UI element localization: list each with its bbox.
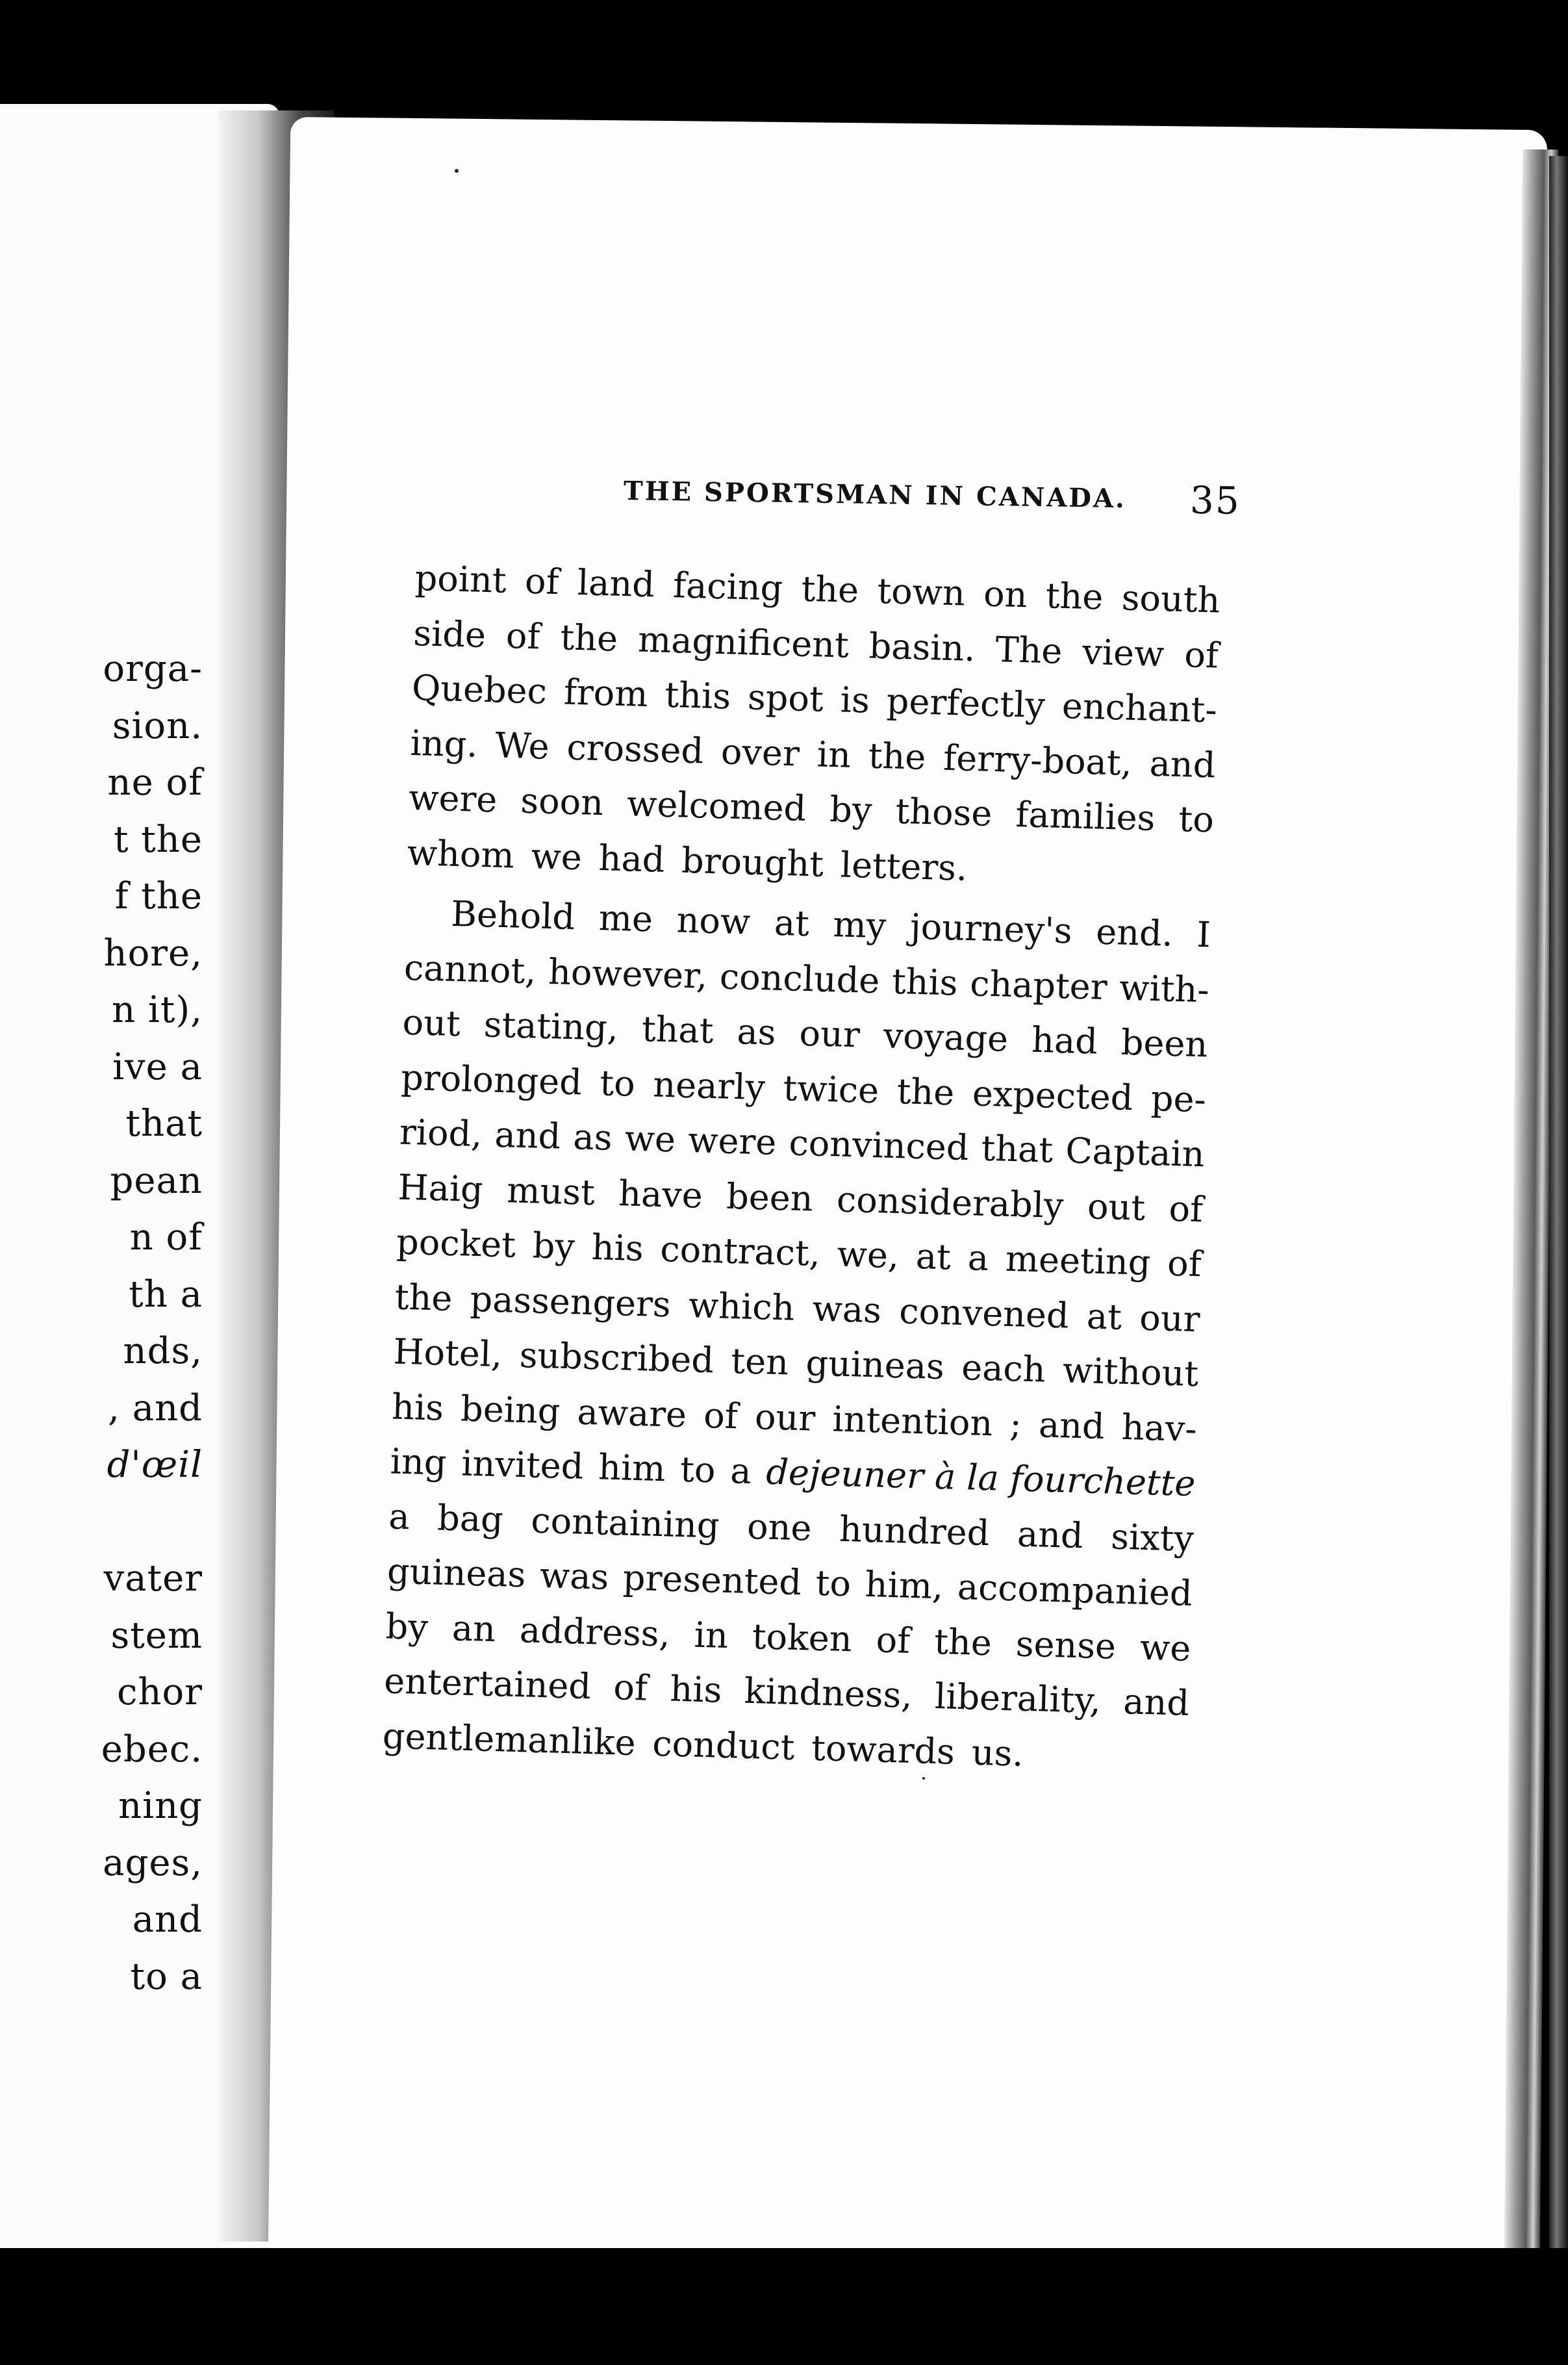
text-line: gentlemanlike conduct towards us. [382,1715,1024,1774]
text-line: Haig must have been considerably out of [397,1166,1204,1230]
text-line: cannot, however, conclude this chapter with- [403,947,1210,1010]
italic-phrase: dejeuner à la fourchette [765,1451,1196,1505]
paragraph [407,551,1221,902]
text-line: Quebec from this spot is perfectly enchant- [411,667,1218,731]
left-page-line: t the [113,818,203,861]
text-line: pocket by his contract, we, at a meeting of [396,1221,1202,1285]
text-line: point of land facing the town on the south [414,557,1221,621]
text-line: riod, and as we were convinced that Captain [399,1111,1206,1175]
left-page-line: and [132,1898,203,1941]
text-line: whom we had brought letters. [407,832,968,889]
text-line: ing invited him to a dejeuner à la fourchette [390,1434,1196,1511]
left-page-line: ive a [112,1045,203,1088]
page-number: 35 [1189,478,1241,523]
text-line: by an address, in token of the sense we [385,1605,1192,1669]
left-page-line: , and [108,1387,203,1429]
left-page-line: hore, [103,932,203,975]
text-line: prolonged to nearly twice the expected pe- [400,1056,1207,1120]
scan-bottom-border [0,2248,1568,2365]
running-head: THE SPORTSMAN IN CANADA. [623,476,1127,515]
left-page-line: ning [118,1785,203,1827]
left-page-text-fragments [101,641,203,2005]
left-page-line: n of [129,1216,203,1259]
text-line: Hotel, subscribed ten guineas each without [392,1331,1199,1395]
text-line: side of the magnificent basin. The view of [412,612,1219,676]
text-line: guineas was presented to him, accompanied [386,1550,1193,1614]
left-page-line [101,1494,203,1551]
left-page-line: th a [129,1273,203,1316]
left-page-line: pean [110,1159,203,1202]
left-page-line: ne of [107,761,203,804]
left-page-line: vater [103,1557,203,1600]
paragraph [382,886,1211,1786]
left-page-line: ages, [103,1841,203,1884]
left-page-line: to a [130,1955,203,1998]
left-page-line: ebec. [101,1728,203,1771]
text-line: Behold me now at my journey's end. I [450,893,1211,956]
left-page-line: orga- [103,648,203,690]
left-page-line: f the [114,875,203,917]
paper-speck [455,169,459,173]
left-page-line: that [125,1103,203,1145]
text-line: ing. We crossed over in the ferry-boat, and [409,722,1217,786]
page-header [623,469,1241,524]
text-line: were soon welcomed by those families to [408,776,1215,841]
text-line: a bag containing one hundred and sixty [388,1495,1195,1559]
book-block-edge [1549,156,1568,2248]
left-page-line: n it), [112,989,203,1031]
text-line: out stating, that as our voyage had been [401,1001,1209,1066]
left-page-line: stem [110,1614,203,1657]
body-text [382,551,1221,1786]
text-line: the passengers which was convened at our [394,1276,1201,1340]
left-page-line: nds, [123,1330,203,1372]
left-page-line: chor [117,1671,203,1713]
paper-speck [922,1777,925,1780]
text-line: entertained of his kindness, liberality, and [383,1660,1190,1724]
left-page-line: d'œil [107,1444,203,1486]
text-line: his being aware of our intention ; and hav- [391,1385,1198,1450]
left-page-line: sion. [112,704,203,747]
